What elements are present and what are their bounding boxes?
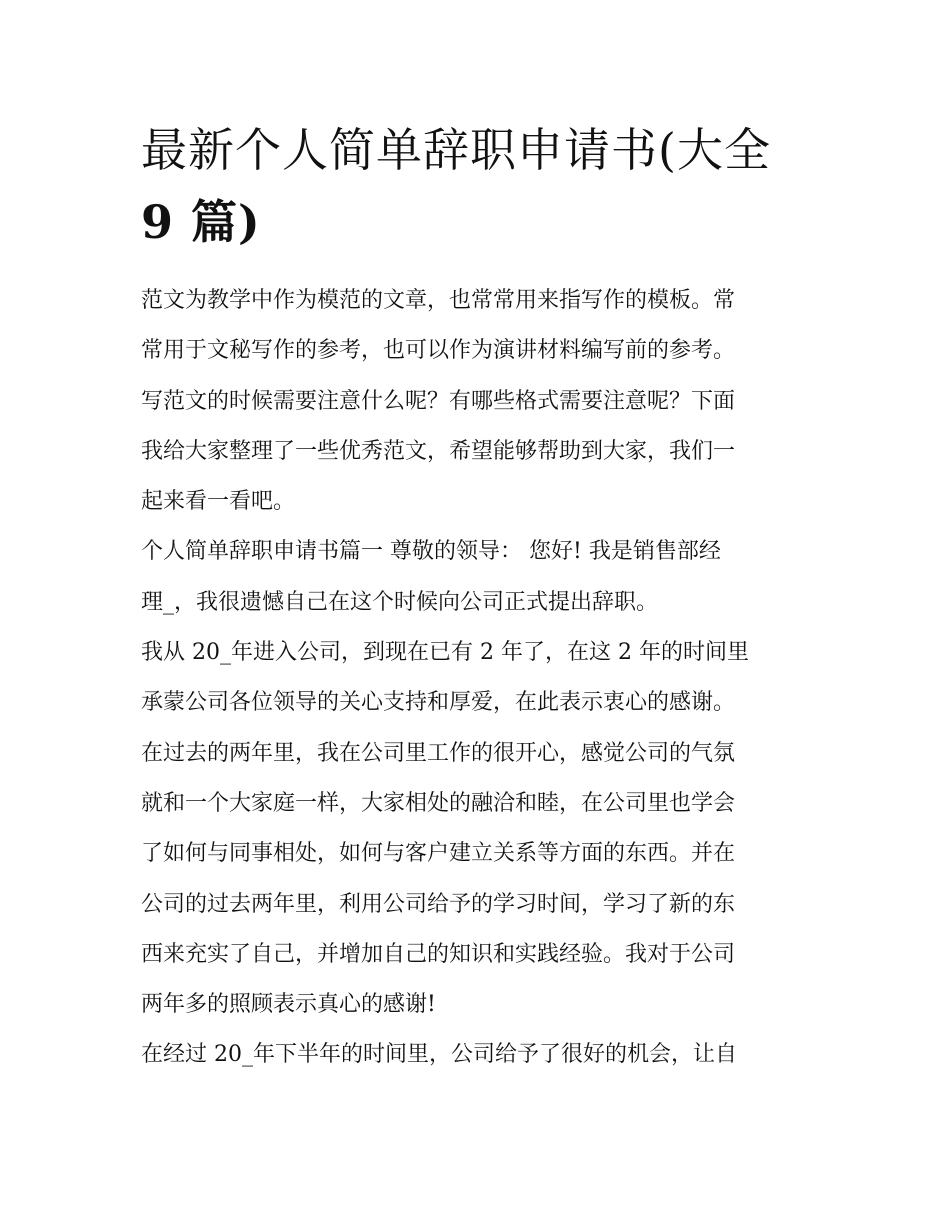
text-line: 承蒙公司各位领导的关心支持和厚爱，在此表示衷心的感谢。 — [141, 690, 736, 716]
text-line: 写范文的时候需要注意什么呢？有哪些格式需要注意呢？下面 — [141, 388, 736, 414]
text-line: 我从 20_年进入公司，到现在已有 2 年了，在这 2 年的时间里 — [141, 640, 749, 666]
text-line: 两年多的照顾表示真心的感谢! — [141, 992, 436, 1018]
text-line: 公司的过去两年里，利用公司给予的学习时间，学习了新的东 — [141, 891, 736, 917]
document-body — [141, 276, 831, 1081]
paragraph-gratitude — [141, 628, 831, 1030]
paragraph-intro — [141, 276, 831, 527]
text-line: 常用于文秘写作的参考，也可以作为演讲材料编写前的参考。 — [141, 338, 736, 364]
text-line: 范文为教学中作为模范的文章，也常常用来指写作的模板。常 — [141, 288, 736, 313]
text-line: 了如何与同事相处，如何与客户建立关系等方面的东西。并在 — [141, 841, 736, 867]
title-line-2: 9 篇) — [141, 195, 261, 249]
paragraph-letter-opening — [141, 527, 831, 628]
text-line: 在过去的两年里，我在公司里工作的很开心，感觉公司的气氛 — [141, 740, 736, 766]
text-line: 就和一个大家庭一样，大家相处的融洽和睦，在公司里也学会 — [141, 790, 736, 816]
paragraph-continuation — [141, 1030, 831, 1080]
document-title — [141, 114, 831, 258]
text-line: 我给大家整理了一些优秀范文，希望能够帮助到大家，我们一 — [141, 438, 736, 464]
text-line: 个人简单辞职申请书篇一 尊敬的领导： 您好! 我是销售部经 — [141, 539, 721, 565]
text-line: 理_，我很遗憾自己在这个时候向公司正式提出辞职。 — [141, 589, 659, 615]
title-line-1: 最新个人简单辞职申请书(大全 — [141, 123, 771, 177]
text-line: 在经过 20_年下半年的时间里，公司给予了很好的机会，让自 — [141, 1042, 737, 1068]
text-line: 起来看一看吧。 — [141, 489, 296, 515]
text-line: 西来充实了自己，并增加自己的知识和实践经验。我对于公司 — [141, 941, 736, 967]
